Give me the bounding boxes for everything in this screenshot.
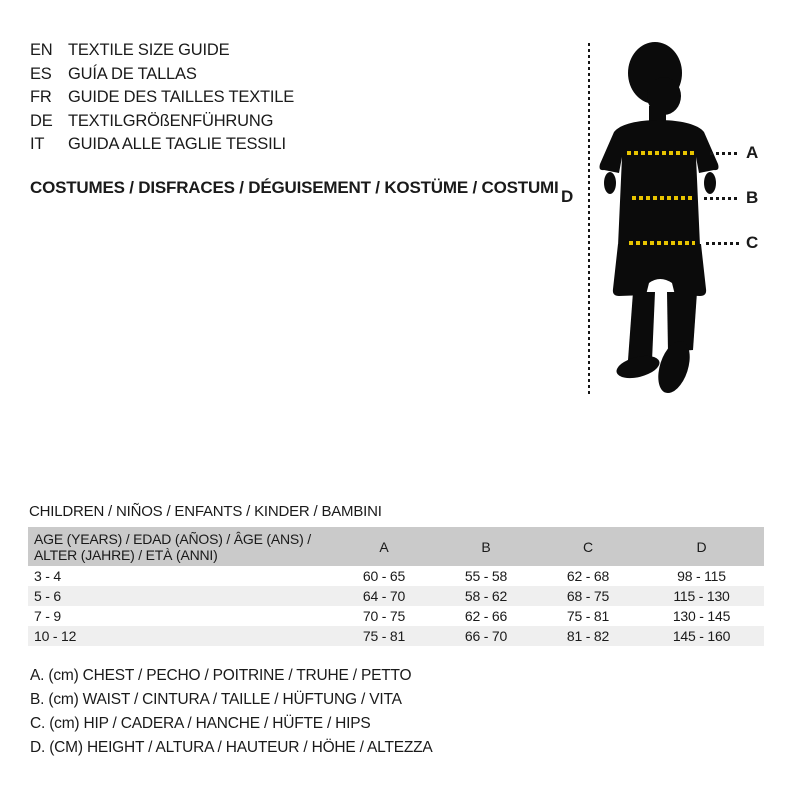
age-cell: 7 - 9 <box>34 608 62 624</box>
hip-cell: 75 - 81 <box>566 608 610 624</box>
children-section-title: CHILDREN / NIÑOS / ENFANTS / KINDER / BAMBINI <box>29 503 382 520</box>
lang-label-es: GUÍA DE TALLAS <box>68 64 197 83</box>
column-header-c: C <box>583 538 593 555</box>
lang-code-de: DE <box>30 111 53 130</box>
hip-leader-line <box>706 242 739 245</box>
hip-cell: 68 - 75 <box>566 588 610 604</box>
lang-code-en: EN <box>30 41 53 59</box>
lang-label-en: TEXTILE SIZE GUIDE <box>68 41 230 59</box>
measure-label-a: A <box>746 143 759 162</box>
waist-leader-line <box>704 197 739 200</box>
waist-measure-line <box>632 196 693 200</box>
chest-cell: 60 - 65 <box>362 568 406 584</box>
lang-code-fr: FR <box>30 88 52 106</box>
lang-code-es: ES <box>30 64 52 83</box>
lang-label-de: TEXTILGRÖßENFÜHRUNG <box>68 111 274 130</box>
child-silhouette-figure <box>598 40 723 400</box>
lang-code-it: IT <box>30 135 45 153</box>
age-column-header <box>28 527 333 566</box>
measurement-figure <box>540 30 800 410</box>
table-row <box>28 566 764 586</box>
chest-cell: 70 - 75 <box>362 608 406 624</box>
hip-cell: 62 - 68 <box>566 568 610 584</box>
legend-line-hip: C. (cm) HIP / CADERA / HANCHE / HÜFTE / HIPS <box>30 715 371 732</box>
measure-label-c: C <box>746 233 759 252</box>
chest-cell: 64 - 70 <box>362 588 406 604</box>
measure-label-d: D <box>561 187 574 206</box>
waist-cell: 55 - 58 <box>464 568 508 584</box>
height-cell: 145 - 160 <box>672 628 731 644</box>
waist-cell: 58 - 62 <box>464 588 508 604</box>
column-header-d: D <box>696 538 707 555</box>
table-row <box>28 586 764 606</box>
lang-label-fr: GUIDE DES TAILLES TEXTILE <box>68 88 295 106</box>
measure-label-b: B <box>746 188 759 207</box>
lang-label-it: GUIDA ALLE TAGLIE TESSILI <box>68 135 286 153</box>
age-cell: 10 - 12 <box>34 628 77 644</box>
age-cell: 3 - 4 <box>34 568 62 584</box>
legend-line-waist: B. (cm) WAIST / CINTURA / TAILLE / HÜFTUNG / VITA <box>30 691 402 708</box>
column-header-a: A <box>379 538 389 555</box>
chest-cell: 75 - 81 <box>362 628 406 644</box>
language-list <box>30 39 294 157</box>
height-cell: 98 - 115 <box>677 568 726 584</box>
age-header-line2: ALTER (JAHRE) / ETÀ (ANNI) <box>34 546 218 563</box>
waist-cell: 66 - 70 <box>464 628 508 644</box>
table-row <box>28 606 764 626</box>
table-row <box>28 626 764 646</box>
size-table <box>28 527 764 646</box>
chest-measure-line <box>627 151 696 155</box>
size-table-header-row <box>28 527 764 566</box>
age-cell: 5 - 6 <box>34 588 62 604</box>
height-cell: 130 - 145 <box>672 608 731 624</box>
age-header-line1: AGE (YEARS) / EDAD (AÑOS) / ÂGE (ANS) / <box>34 530 311 547</box>
hip-cell: 81 - 82 <box>566 628 610 644</box>
chest-leader-line <box>710 152 739 155</box>
measurement-legend <box>30 664 433 760</box>
category-title: COSTUMES / DISFRACES / DÉGUISEMENT / KOSTÜME / COSTUMI <box>30 178 559 197</box>
waist-cell: 62 - 66 <box>464 608 508 624</box>
height-measure-line <box>588 43 590 395</box>
legend-line-chest: A. (cm) CHEST / PECHO / POITRINE / TRUHE / PETTO <box>30 667 412 684</box>
hip-measure-line <box>629 241 695 245</box>
height-cell: 115 - 130 <box>673 588 730 604</box>
column-header-b: B <box>481 538 491 555</box>
legend-line-height: D. (CM) HEIGHT / ALTURA / HAUTEUR / HÖHE / ALTEZZA <box>30 739 433 756</box>
